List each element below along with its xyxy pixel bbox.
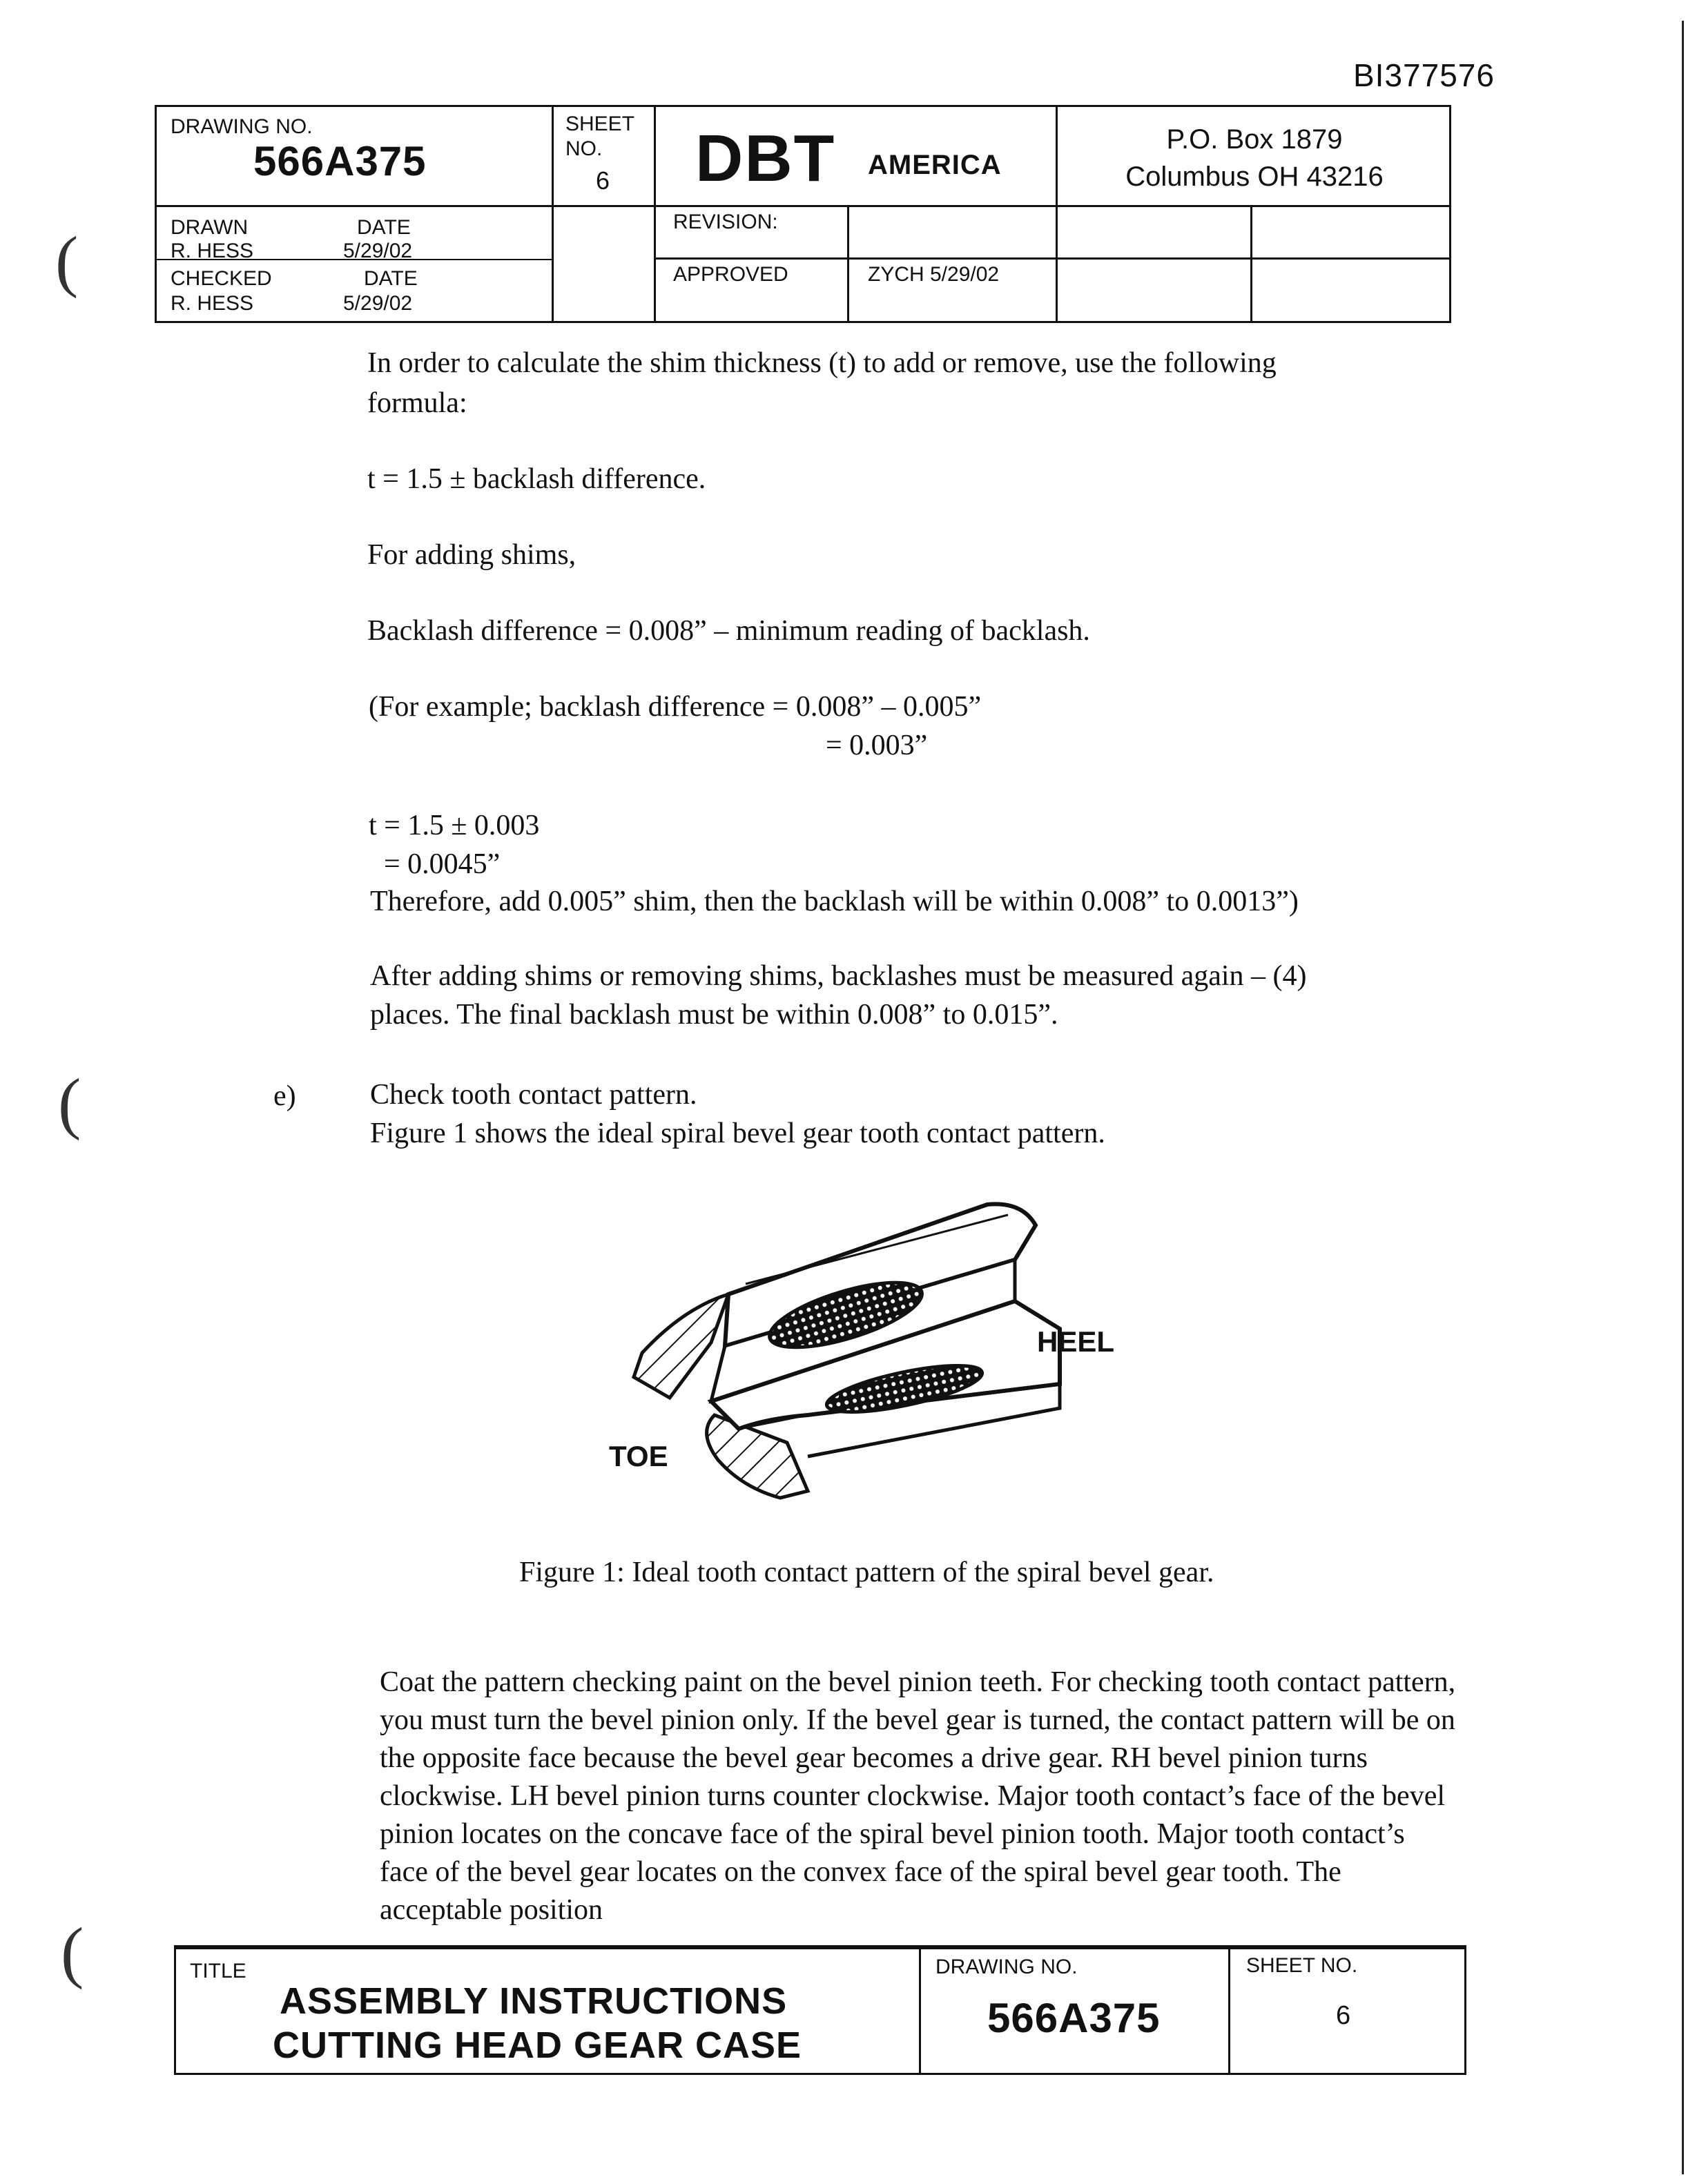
company-logo: DBT [695, 121, 836, 195]
grid-line [552, 107, 554, 321]
drawn-label: DRAWN [171, 216, 249, 239]
header-title-block [155, 105, 1451, 323]
drawn-by: R. HESS [171, 240, 254, 262]
after-shims-text: After adding shims or removing shims, backlashes must be measured again – (4) [370, 960, 1307, 992]
gear-tooth-figure [601, 1187, 1139, 1532]
example-text: (For example; backlash difference = 0.008” – 0.005” [369, 691, 982, 723]
approved-value: ZYCH 5/29/02 [868, 263, 1000, 286]
binder-hole-mark: ( [61, 1913, 84, 1990]
calculation-result: = 0.0045” [384, 848, 501, 880]
drawn-date: 5/29/02 [343, 240, 413, 262]
grid-line [654, 107, 656, 321]
document-title-line: CUTTING HEAD GEAR CASE [273, 2025, 802, 2066]
checked-label: CHECKED [171, 267, 272, 290]
drawing-number: 566A375 [253, 138, 427, 184]
step-text: Figure 1 shows the ideal spiral bevel gear tooth contact pattern. [370, 1118, 1105, 1149]
company-logo-suffix: AMERICA [868, 150, 1002, 180]
grid-line [1056, 107, 1058, 321]
toe-label: TOE [609, 1440, 668, 1472]
footer-sheet-number: 6 [1336, 2001, 1351, 2030]
document-id: BI377576 [1353, 57, 1495, 93]
binder-hole-mark: ( [58, 1064, 81, 1141]
heel-label: HEEL [1037, 1325, 1115, 1358]
adding-shims-text: For adding shims, [367, 539, 576, 571]
revision-label: REVISION: [673, 211, 778, 233]
footer-title-block [174, 1945, 1466, 2075]
document-title [273, 1979, 802, 2067]
grid-line [157, 205, 1449, 207]
grid-line [176, 1947, 1464, 1949]
grid-line [847, 205, 849, 321]
binder-hole-mark: ( [55, 222, 79, 299]
grid-line [654, 257, 1449, 260]
checked-by: R. HESS [171, 292, 254, 315]
step-marker: e) [273, 1080, 296, 1112]
grid-line [1250, 205, 1252, 321]
toe-section-lower [707, 1415, 808, 1498]
sheet-number: 6 [596, 166, 610, 195]
page-edge-shadow [1682, 21, 1684, 2174]
company-address-line: P.O. Box 1879 [1166, 124, 1343, 155]
therefore-text: Therefore, add 0.005” shim, then the backlash will be within 0.008” to 0.0013”) [370, 886, 1299, 917]
intro-text: formula: [367, 387, 467, 419]
sheet-no-label: SHEET [565, 113, 635, 135]
title-label: TITLE [190, 1960, 246, 1982]
approved-label: APPROVED [673, 263, 788, 286]
coat-paragraph: Coat the pattern checking paint on the bevel pinion teeth. For checking tooth contact pattern, you must turn the bevel pinion only. If the bevel gear is turned, the contact pattern will be on the opposite face because the bevel gear becomes a drive gear. RH bevel pinion turns clockwise. LH bevel pinion turns counter clockwise. Major tooth contact’s face of the bevel pinion locates on the concave face of the spiral bevel pinion tooth. Major tooth contact’s face of the bevel gear locates on the convex face of the spiral bevel gear tooth. The acceptable position [380, 1666, 1456, 1926]
step-text: Check tooth contact pattern. [370, 1079, 697, 1111]
footer-drawing-number: 566A375 [987, 1995, 1161, 2041]
example-result: = 0.003” [826, 730, 928, 761]
footer-sheet-no-label: SHEET NO. [1246, 1954, 1358, 1977]
footer-drawing-no-label: DRAWING NO. [935, 1956, 1078, 1978]
formula-text: t = 1.5 ± backlash difference. [367, 463, 706, 495]
drawn-date-label: DATE [357, 216, 411, 239]
intro-text: In order to calculate the shim thickness (t) to add or remove, use the following [367, 347, 1277, 379]
grid-line [919, 1947, 921, 2073]
grid-line [1228, 1947, 1230, 2073]
sheet-no-label: NO. [565, 137, 603, 160]
drawing-no-label: DRAWING NO. [171, 115, 313, 138]
checked-date: 5/29/02 [343, 292, 413, 315]
gear-tooth-drawing [601, 1187, 1139, 1532]
after-shims-text: places. The final backlash must be within 0.008” to 0.015”. [370, 999, 1058, 1031]
backlash-definition: Backlash difference = 0.008” – minimum reading of backlash. [367, 615, 1090, 647]
checked-date-label: DATE [364, 267, 418, 290]
figure-caption: Figure 1: Ideal tooth contact pattern of the spiral bevel gear. [519, 1557, 1214, 1588]
document-title-line: ASSEMBLY INSTRUCTIONS [280, 1980, 788, 2022]
company-address-line: Columbus OH 43216 [1125, 162, 1384, 192]
calculation-text: t = 1.5 ± 0.003 [369, 810, 540, 841]
